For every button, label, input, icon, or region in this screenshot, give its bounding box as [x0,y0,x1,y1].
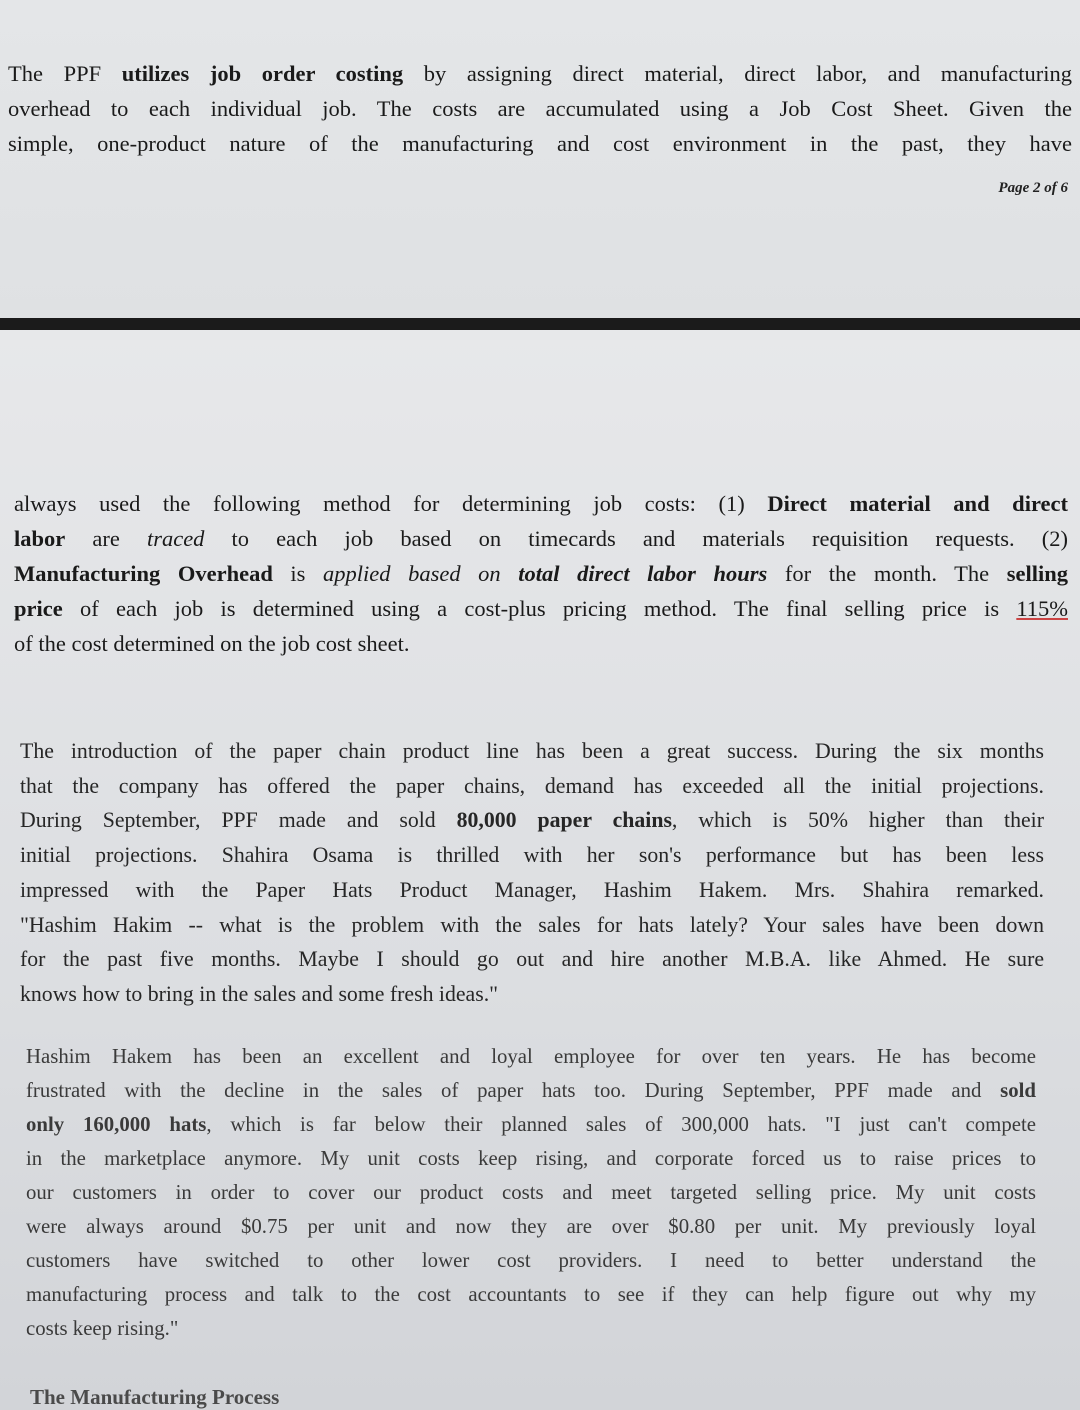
section-heading-manufacturing-process: The Manufacturing Process [30,1385,280,1409]
paragraph-paper-chain-success [20,734,1044,1012]
text-line: for the past five months. Maybe I should go out and hire another M.B.A. like Ahmed. He sure [20,947,1044,972]
text-line: only 160,000 hats, which is far below their planned sales of 300,000 hats. "I just can't compete [26,1113,1036,1136]
text-line: simple, one-product nature of the manufacturing and cost environment in the past, they have [8,131,1072,156]
text-line: of the cost determined on the job cost sheet. [14,631,410,656]
text-line: impressed with the Paper Hats Product Manager, Hashim Hakem. Mrs. Shahira remarked. [20,877,1044,902]
text-line: During September, PPF made and sold 80,000 paper chains, which is 50% higher than their [20,808,1044,833]
text-line: frustrated with the decline in the sales of paper hats too. During September, PPF made and sold [26,1079,1036,1102]
page-divider [0,318,1080,330]
paragraph-hashim-hakem [26,1040,1036,1346]
paragraph-costing-method [14,486,1068,661]
text-line: always used the following method for determining job costs: (1) Direct material and direct [14,491,1068,516]
text-line: labor are traced to each job based on timecards and materials requisition requests. (2) [14,526,1069,551]
text-line: Hashim Hakem has been an excellent and loyal employee for over ten years. He has become [26,1045,1036,1068]
text-line: manufacturing process and talk to the cost accountants to see if they can help figure out why my [26,1283,1036,1306]
text-line: that the company has offered the paper chains, demand has exceeded all the initial projections. [20,773,1044,798]
text-line: initial projections. Shahira Osama is thrilled with her son's performance but has been less [20,843,1044,868]
paragraph-job-order-costing [8,56,1072,161]
text-line: price of each job is determined using a cost-plus pricing method. The final selling price is 115% [14,596,1068,621]
text-line: The PPF utilizes job order costing by assigning direct material, direct labor, and manufacturing [8,61,1072,86]
text-line: customers have switched to other lower cost providers. I need to better understand the [26,1249,1036,1272]
text-line: The introduction of the paper chain product line has been a great success. During the six months [20,739,1044,763]
text-line: overhead to each individual job. The costs are accumulated using a Job Cost Sheet. Given the [8,96,1072,121]
text-line: our customers in order to cover our product costs and meet targeted selling price. My unit costs [26,1181,1036,1204]
text-line: "Hashim Hakim -- what is the problem with the sales for hats lately? Your sales have been down [20,912,1044,937]
text-line: knows how to bring in the sales and some fresh ideas." [20,981,499,1006]
text-line: costs keep rising." [26,1317,179,1340]
text-line: in the marketplace anymore. My unit costs keep rising, and corporate forced us to raise prices to [26,1147,1036,1170]
text-line: Manufacturing Overhead is applied based on total direct labor hours for the month. The selling [14,561,1068,586]
text-line: were always around $0.75 per unit and now they are over $0.80 per unit. My previously loyal [26,1215,1036,1238]
page-number: Page 2 of 6 [998,180,1068,196]
